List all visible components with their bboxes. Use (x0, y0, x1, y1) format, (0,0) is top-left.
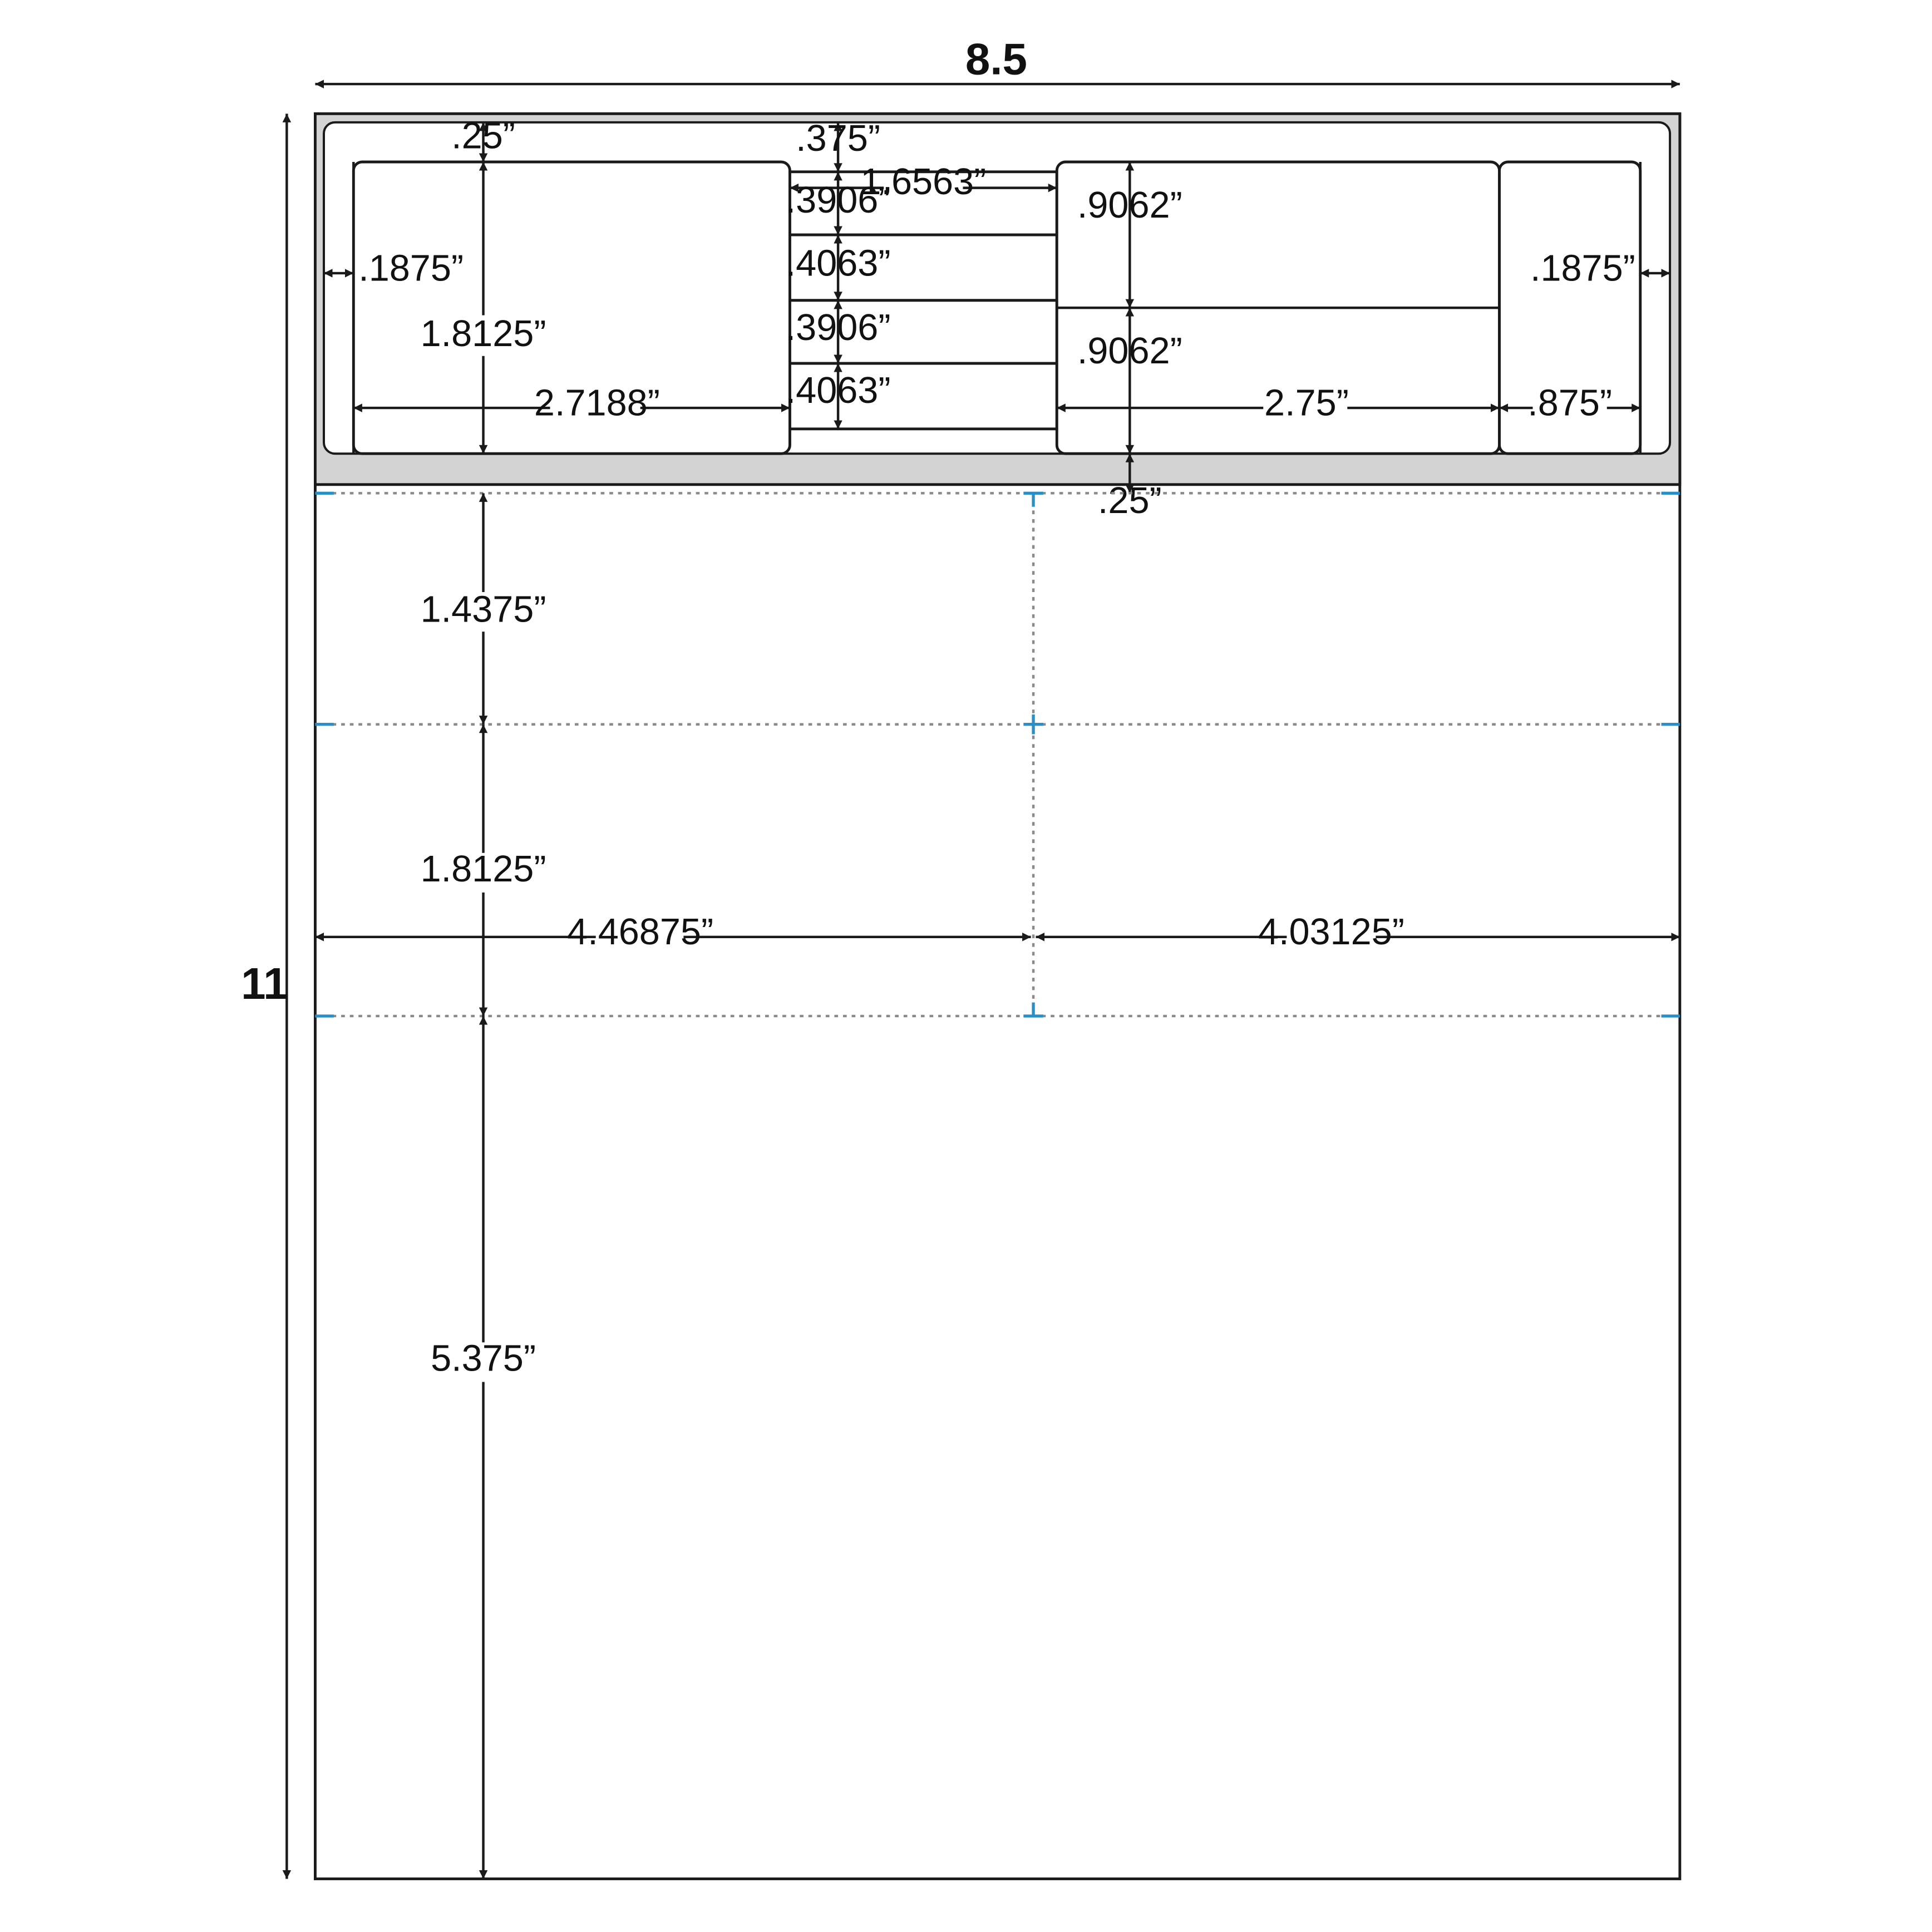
left-label-width-label: 2.7188” (534, 382, 660, 424)
right-column-width-label: 4.03125” (1258, 911, 1404, 953)
small-label-width-label: .875” (1527, 382, 1613, 424)
right-label-top-height-label: .9062” (1077, 184, 1182, 226)
top-margin-center-label: .375” (796, 118, 881, 160)
side-left-label: .1875” (358, 248, 464, 289)
section-2-height-label: 1.8125” (420, 848, 546, 890)
strip-4-label: .4063” (785, 370, 891, 412)
side-right-label: .1875” (1530, 248, 1635, 289)
right-label-width-label: 2.75” (1264, 382, 1349, 424)
left-label-height-label: 1.8125” (420, 313, 546, 354)
strip-1-label: .3906” (785, 180, 891, 221)
strip-3-label: .3906” (785, 307, 891, 348)
page-height-label: 11 (241, 958, 288, 1008)
page-width-label: 8.5 (965, 34, 1028, 84)
section-1-height-label: 1.4375” (420, 589, 546, 630)
gap-width-label: 1.6563” (860, 161, 987, 203)
strip-2-label: .4063” (785, 243, 891, 284)
right-label-bottom-height-label: .9062” (1077, 331, 1182, 372)
top-margin-left-label: .25” (451, 115, 515, 157)
section-3-height-label: 5.375” (431, 1338, 536, 1379)
bottom-margin-label: .25” (1097, 480, 1162, 521)
left-column-width-label: 4.46875” (567, 911, 714, 953)
